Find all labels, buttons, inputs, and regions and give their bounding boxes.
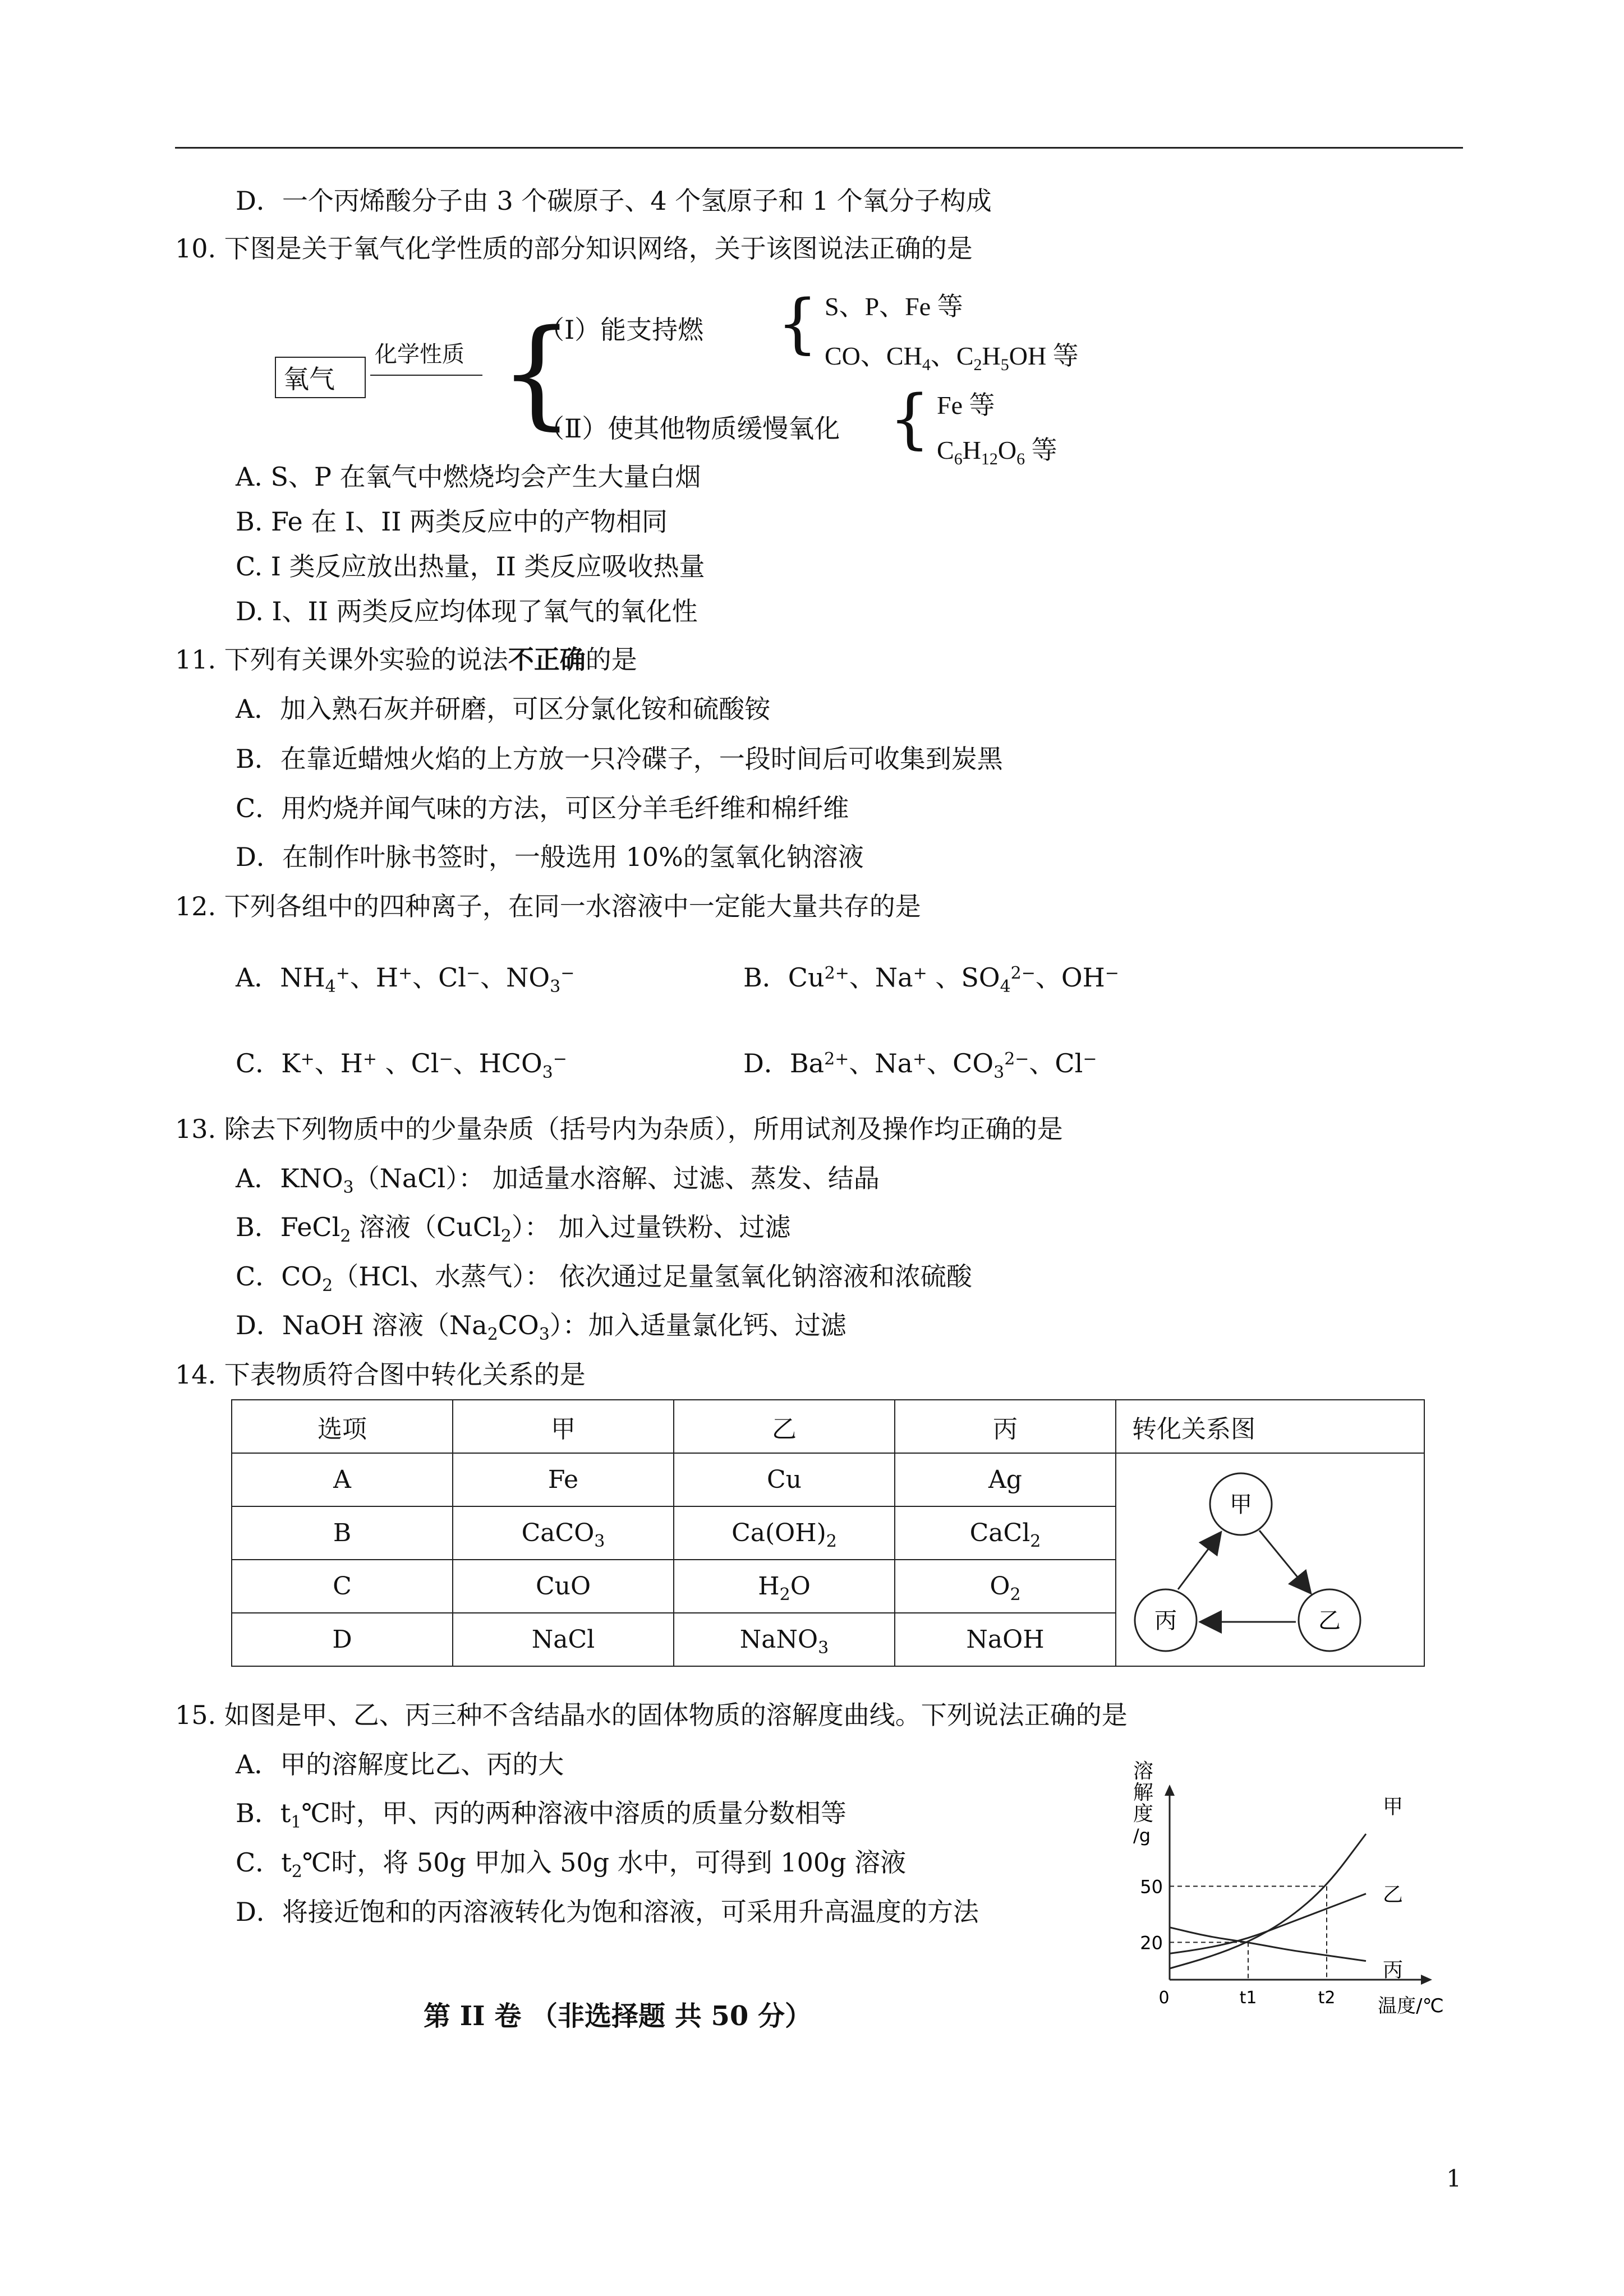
table-cell: Cu: [674, 1453, 895, 1506]
q15-option-b: B．$t_1℃$时，甲、丙的两种溶液中溶质的质量分数相等: [236, 1798, 846, 1832]
page-number: 1: [1446, 2165, 1461, 2192]
series-line-3: [1170, 1928, 1366, 1961]
table-cell: NaNO$_3$: [674, 1613, 895, 1666]
table-cell: $O_2$: [895, 1560, 1116, 1613]
q11-option-c: C．用灼烧并闻气味的方法，可区分羊毛纤维和棉纤维: [236, 793, 849, 823]
q13-option-d: D．NaOH 溶液$(Na_2CO_3)$：加入适量氯化钙、过滤: [236, 1310, 846, 1344]
q14-table: [231, 1399, 1425, 1667]
node-yi-label: 乙: [1318, 1608, 1341, 1634]
header-cell: 丙: [895, 1400, 1116, 1453]
node-jia-label: 甲: [1230, 1492, 1252, 1518]
table-cell: A: [232, 1453, 453, 1506]
header-rule: [175, 147, 1463, 149]
header-cell: 乙: [674, 1400, 895, 1453]
q15-option-c: C．$t_2℃$时，将 50g 甲加入 50g 水中，可得到 100g 溶液: [236, 1847, 907, 1882]
branch2-a: Fe 等: [937, 391, 995, 419]
y-axis-label-char: 度: [1133, 1802, 1154, 1825]
q12-option-c: C．K+、H+ 、Cl−、$HCO_3^-$: [236, 1048, 567, 1082]
table-cell: D: [232, 1613, 453, 1666]
series-label: 甲: [1383, 1795, 1404, 1819]
series-label: 丙: [1383, 1958, 1404, 1982]
table-cell: $Ca(OH)_2$: [674, 1506, 895, 1560]
q11-option-b: B．在靠近蜡烛火焰的上方放一只冷碟子，一段时间后可收集到炭黑: [236, 744, 1003, 774]
table-cell: B: [232, 1506, 453, 1560]
x-tick-label: t1: [1239, 1988, 1257, 2008]
x-axis-arrow: [1421, 1975, 1432, 1985]
series-label: 乙: [1383, 1883, 1404, 1906]
table-cell: CaCl$_2$: [895, 1506, 1116, 1560]
q10-stem: 10. 下图是关于氧气化学性质的部分知识网络，关于该图说法正确的是: [175, 233, 973, 264]
y-tick-label: 50: [1140, 1876, 1163, 1898]
edge-label: 化学性质: [375, 342, 464, 367]
oxygen-label: 氧气: [283, 364, 335, 394]
transform-diagram: [1116, 1455, 1408, 1665]
x-axis-label: 温度/℃: [1378, 1995, 1444, 2017]
q14-stem: 14. 下表物质符合图中转化关系的是: [175, 1359, 586, 1390]
q11-option-d: D．在制作叶脉书签时，一般选用 10%的氢氧化钠溶液: [236, 842, 864, 872]
x-tick-label: 0: [1158, 1988, 1170, 2008]
branch1-b: CO、$CH_4$、$C_2H_5OH$ 等: [825, 342, 1079, 374]
branch2-label: （Ⅱ）使其他物质缓慢氧化: [539, 413, 840, 444]
edge-line: [370, 375, 482, 376]
header-cell: 甲: [453, 1400, 674, 1453]
table-cell: Fe: [453, 1453, 674, 1506]
table-cell: $H_2O$: [674, 1560, 895, 1613]
q12-stem: 12. 下列各组中的四种离子，在同一水溶液中一定能大量共存的是: [175, 891, 921, 921]
series-line-2: [1170, 1894, 1366, 1954]
branch2-b: $C_6H_{12}O_6$ 等: [937, 436, 1057, 468]
arrow-bing-to-jia: [1178, 1533, 1220, 1589]
table-cell: CuO: [453, 1560, 674, 1613]
q12-option-b: B．$Cu^{2+}$、Na+ 、$SO_4^{2-}$、OH−: [743, 962, 1119, 997]
q11-option-a: A．加入熟石灰并研磨，可区分氯化铵和硫酸铵: [236, 694, 771, 724]
q13-option-a: A．$KNO_3(NaCl)$： 加适量水溶解、过滤、蒸发、结晶: [236, 1163, 880, 1197]
table-cell: CaCO$_3$: [453, 1506, 674, 1560]
x-tick-label: t2: [1318, 1988, 1336, 2008]
y-axis-label-char: 解: [1133, 1781, 1154, 1804]
branch1-a: S、P、Fe 等: [825, 292, 963, 321]
q13-option-c: C．$CO_2(HCl$、水蒸气）： 依次通过足量氢氧化钠溶液和浓硫酸: [236, 1261, 972, 1295]
q15-option-d: D．将接近饱和的丙溶液转化为饱和溶液，可采用升高温度的方法: [236, 1897, 979, 1927]
q13-option-b: B．FeCl$_2$ 溶液（CuCl$_2$）： 加入过量铁粉、过滤: [236, 1212, 791, 1246]
q12-option-a: A．$NH_4^+$、H+、Cl−、$NO_3^-$: [236, 962, 575, 997]
q15-option-a: A．甲的溶解度比乙、丙的大: [236, 1749, 564, 1779]
node-bing-label: 丙: [1154, 1608, 1177, 1634]
branch2-brace: {: [889, 381, 931, 457]
transform-diagram-cell: [1116, 1453, 1424, 1666]
main-brace: {: [499, 304, 574, 441]
q10-option-b: B. Fe 在 I、II 两类反应中的产物相同: [236, 506, 668, 537]
arrow-jia-to-yi: [1259, 1530, 1310, 1592]
q10-option-d: D. I、II 两类反应均体现了氧气的氧化性: [236, 596, 698, 626]
q11-stem: 11. 下列有关课外实验的说法不正确的是: [175, 644, 637, 675]
table-cell: C: [232, 1560, 453, 1613]
y-axis-label-char: /g: [1133, 1825, 1151, 1846]
branch1-label: （Ⅰ）能支持燃: [539, 315, 704, 345]
q15-stem: 15. 如图是甲、乙、丙三种不含结晶水的固体物质的溶解度曲线。下列说法正确的是: [175, 1700, 1128, 1730]
y-tick-label: 20: [1140, 1932, 1163, 1954]
branch1-brace: {: [777, 286, 818, 361]
q10-option-c: C. I 类反应放出热量，II 类反应吸收热量: [236, 551, 705, 582]
section-title: 第 II 卷 （非选择题 共 50 分）: [424, 2000, 812, 2032]
table-cell: NaCl: [453, 1613, 674, 1666]
header-cell: 选项: [232, 1400, 453, 1453]
q13-stem: 13. 除去下列物质中的少量杂质（括号内为杂质），所用试剂及操作均正确的是: [175, 1114, 1063, 1144]
table-cell: NaOH: [895, 1613, 1116, 1666]
q9-option-d: D．一个丙烯酸分子由 3 个碳原子、4 个氢原子和 1 个氧分子构成: [236, 186, 992, 216]
table-row: [232, 1453, 1424, 1506]
solubility-chart: [1116, 1755, 1453, 2025]
y-axis-label-char: 溶: [1133, 1760, 1154, 1783]
q12-option-d: D．$Ba^{2+}$、Na+、$CO_3^{2-}$、Cl−: [743, 1048, 1097, 1082]
table-cell: Ag: [895, 1453, 1116, 1506]
series-line-1: [1170, 1834, 1366, 1968]
y-axis-arrow: [1165, 1785, 1175, 1796]
header-cell: 转化关系图: [1116, 1400, 1424, 1453]
q10-option-a: A. S、P 在氧气中燃烧均会产生大量白烟: [236, 462, 701, 492]
table-header-row: [232, 1400, 1424, 1453]
